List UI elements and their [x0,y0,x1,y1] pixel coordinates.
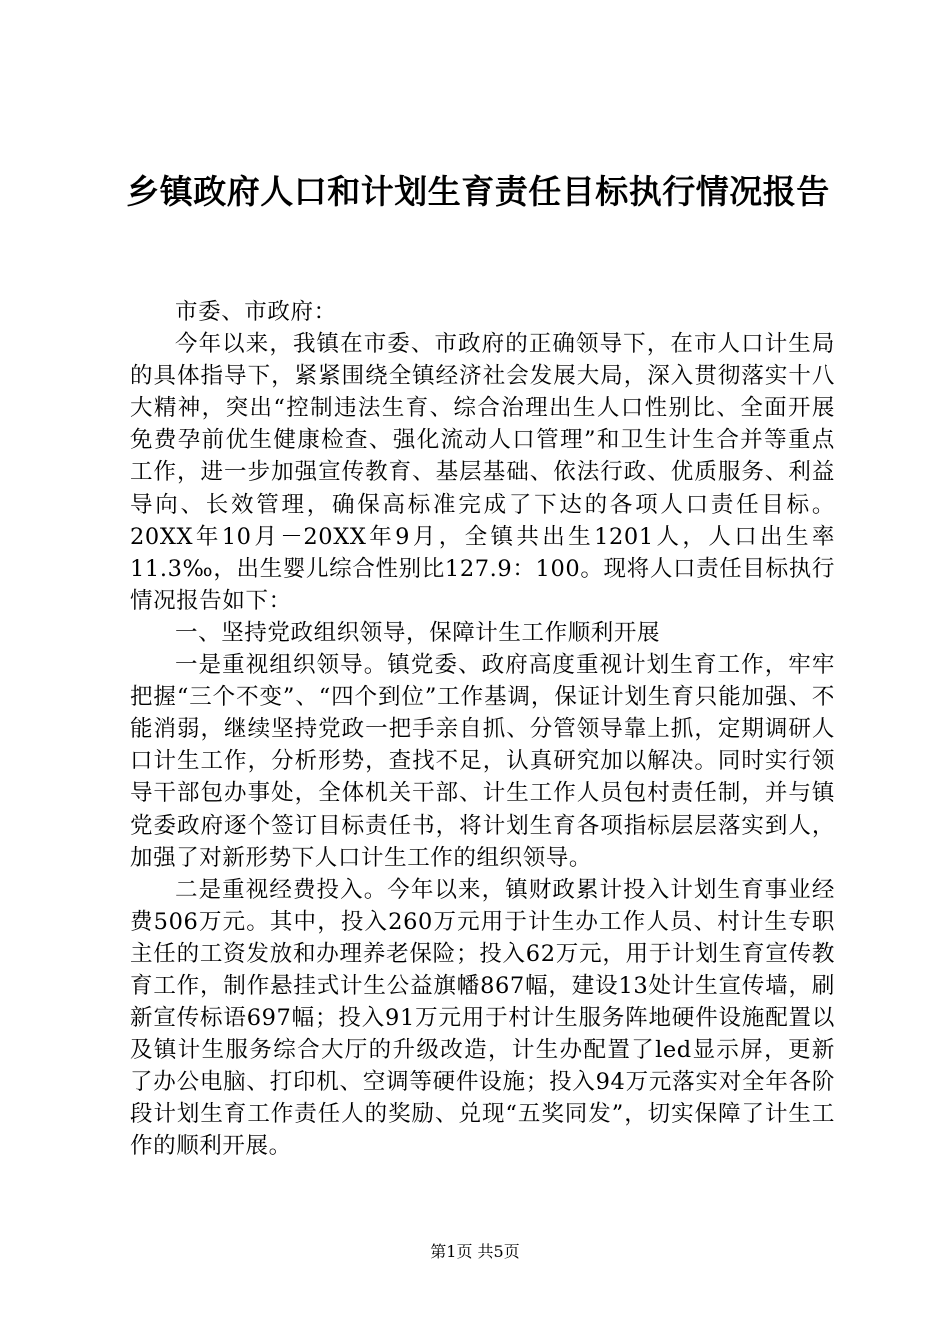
section-heading: 一、坚持党政组织领导，保障计生工作顺利开展 [175,619,661,646]
document-title: 乡镇政府人口和计划生育责任目标执行情况报告 [126,172,830,211]
salutation-paragraph: 市委、市政府： [175,299,337,325]
body-paragraph: 二是重视经费投入。今年以来，镇财政累计投入计划生育事业经费506万元。其中，投入260万元用于计生办工作人员、村计生专职主任的工资发放和办理养老保险；投入62万元，用于计划生育宣传教育工作，制作悬挂式计生公益旗幡867幅，建设13处计生宣传墙，刷新宣传标语697幅；投入91万元用于村计生服务阵地硬件设施配置以及镇计生服务综合大厅的升级改造，计生办配置了led显示屏，更新了办公电脑、打印机、空调等硬件设施；投入94万元落实对全年各阶段计划生育工作责任人的奖励、兑现“五奖同发”，切实保障了计生工作的顺利开展。 [130,876,835,1160]
intro-paragraph: 今年以来，我镇在市委、市政府的正确领导下，在市人口计生局的具体指导下，紧紧围绕全镇经济社会发展大局，深入贯彻落实十八大精神，突出“控制违法生育、综合治理出生人口性别比、全面开展免费孕前优生健康检查、强化流动人口管理”和卫生计生合并等重点工作，进一步加强宣传教育、基层基础、依法行政、优质服务、利益导向、长效管理，确保高标准完成了下达的各项人口责任目标。20XX年10月－20XX年9月，全镇共出生1201人，人口出生率11.3‰，出生婴儿综合性别比127.9：100。现将人口责任目标执行情况报告如下： [130,331,835,614]
page-footer: 第1页 共5页 [430,1242,520,1261]
document-body [130,296,835,1163]
body-paragraph: 一是重视组织领导。镇党委、政府高度重视计划生育工作，牢牢把握“三个不变”、“四个到位”工作基调，保证计划生育只能加强、不能消弱，继续坚持党政一把手亲自抓、分管领导靠上抓，定期调研人口计生工作，分析形势，查找不足，认真研究加以解决。同时实行领导干部包办事处，全体机关干部、计生工作人员包村责任制，并与镇党委政府逐个签订目标责任书，将计划生育各项指标层层落实到人，加强了对新形势下人口计生工作的组织领导。 [130,652,835,871]
